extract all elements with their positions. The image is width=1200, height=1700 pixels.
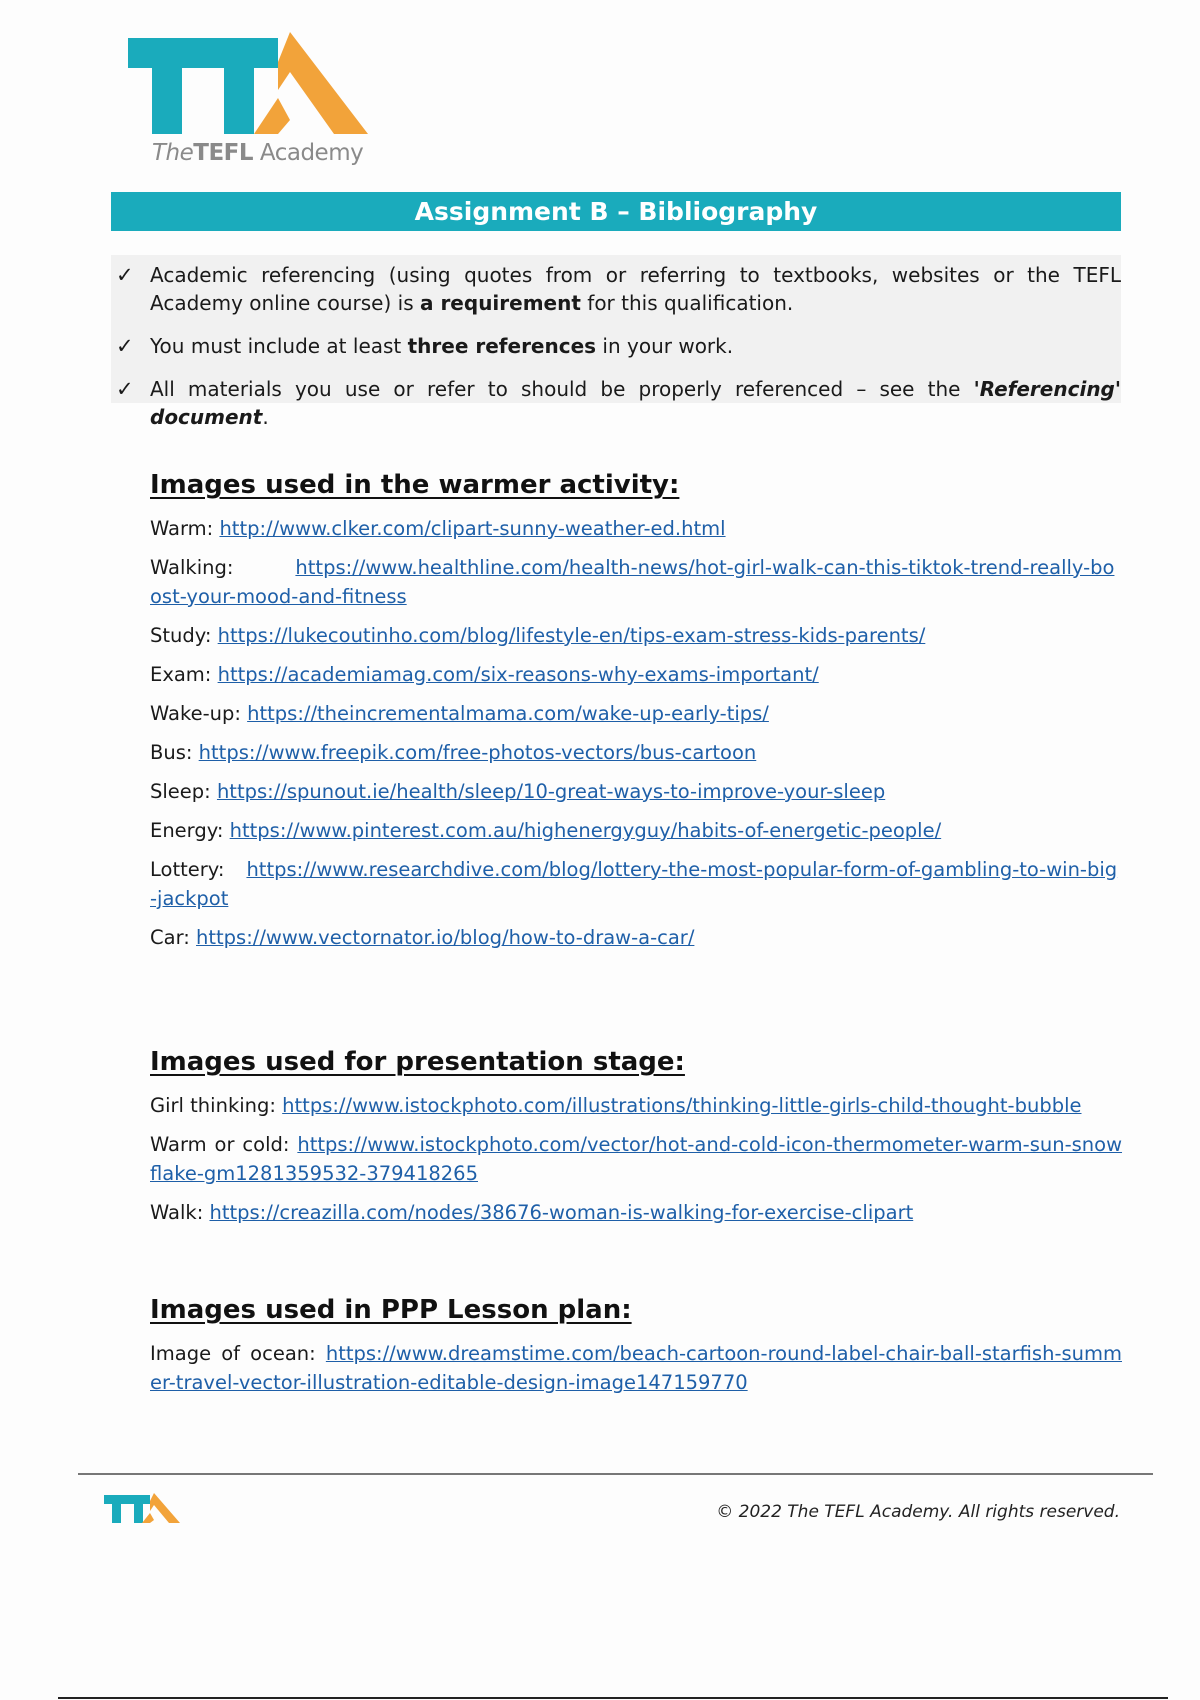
reference-warm: Warm: http://www.clker.com/clipart-sunny-weather-ed.html <box>150 517 726 540</box>
reference-link[interactable]: https://www.researchdive.com/blog/lottery-the-most-popular-form-of-gambling-to-win-big-jackpot <box>150 858 1118 910</box>
logo-the: The <box>152 140 194 166</box>
reference-exam: Exam: https://academiamag.com/six-reasons-why-exams-important/ <box>150 663 819 686</box>
section-heading: Images used in the warmer activity: <box>150 470 680 500</box>
reference-study: Study: https://lukecoutinho.com/blog/lifestyle-en/tips-exam-stress-kids-parents/ <box>150 624 926 647</box>
requirement-item: ✓ All materials you use or refer to should be properly referenced – see the 'Referencing' document. <box>116 377 1121 429</box>
requirement-item: ✓ You must include at least three references in your work. <box>116 334 734 358</box>
reference-link[interactable]: https://www.istockphoto.com/vector/hot-and-cold-icon-thermometer-warm-sun-snowflake-gm1281359532-379418265 <box>150 1133 1123 1185</box>
logo-wordmark <box>152 140 363 166</box>
reference-energy: Energy: https://www.pinterest.com.au/highenergyguy/habits-of-energetic-people/ <box>150 819 942 842</box>
requirement-item: ✓ Academic referencing (using quotes from or referring to textbooks, websites or the TEFL Academy online course) is a requirement for this qualification. <box>116 263 1121 315</box>
reference-lottery: Lottery: https://www.researchdive.com/blog/lottery-the-most-popular-form-of-gambling-to-win-big-jackpot <box>150 858 1118 910</box>
footer-tta-logo <box>104 1493 184 1537</box>
logo-tefl: TEFL <box>193 140 254 166</box>
reference-sleep: Sleep: https://spunout.ie/health/sleep/10-great-ways-to-improve-your-sleep <box>150 780 886 803</box>
reference-link[interactable]: https://www.healthline.com/health-news/hot-girl-walk-can-this-tiktok-trend-really-boost-your-mood-and-fitness <box>150 556 1115 608</box>
check-icon: ✓ <box>116 334 134 358</box>
section-warmer <box>150 470 1122 962</box>
reference-car: Car: https://www.vectornator.io/blog/how-to-draw-a-car/ <box>150 926 695 949</box>
reference-link[interactable]: https://www.istockphoto.com/illustrations/thinking-little-girls-child-thought-bubble <box>282 1094 1082 1117</box>
section-presentation <box>150 1047 1122 1237</box>
reference-link[interactable]: https://creazilla.com/nodes/38676-woman-is-walking-for-exercise-clipart <box>209 1201 914 1224</box>
section-ppp-lesson <box>150 1295 1122 1407</box>
reference-link[interactable]: https://www.vectornator.io/blog/how-to-draw-a-car/ <box>196 926 695 949</box>
reference-girl-thinking: Girl thinking: https://www.istockphoto.com/illustrations/thinking-little-girls-child-thought-bubble <box>150 1094 1082 1117</box>
reference-image-of-ocean: Image of ocean: https://www.dreamstime.com/beach-cartoon-round-label-chair-ball-starfish-summer-travel-vector-illustration-editable-design-image147159770 <box>150 1342 1122 1394</box>
section-heading: Images used in PPP Lesson plan: <box>150 1295 632 1325</box>
copyright-notice: © 2022 The TEFL Academy. All rights reserved. <box>716 1502 1120 1522</box>
section-heading: Images used for presentation stage: <box>150 1047 685 1077</box>
reference-link[interactable]: https://lukecoutinho.com/blog/lifestyle-en/tips-exam-stress-kids-parents/ <box>217 624 926 647</box>
requirements-box <box>111 255 1121 429</box>
check-icon: ✓ <box>116 377 134 401</box>
check-icon: ✓ <box>116 263 134 287</box>
reference-link[interactable]: https://www.freepik.com/free-photos-vectors/bus-cartoon <box>198 741 757 764</box>
reference-walking: Walking: https://www.healthline.com/health-news/hot-girl-walk-can-this-tiktok-trend-really-boost-your-mood-and-fitness <box>150 556 1115 608</box>
reference-link[interactable]: https://www.dreamstime.com/beach-cartoon-round-label-chair-ball-starfish-summer-travel-vector-illustration-editable-design-image147159770 <box>150 1342 1122 1394</box>
reference-link[interactable]: https://www.pinterest.com.au/highenergyguy/habits-of-energetic-people/ <box>229 819 942 842</box>
reference-bus: Bus: https://www.freepik.com/free-photos-vectors/bus-cartoon <box>150 741 757 764</box>
reference-wake-up: Wake-up: https://theincrementalmama.com/wake-up-early-tips/ <box>150 702 769 725</box>
reference-link[interactable]: https://spunout.ie/health/sleep/10-great-ways-to-improve-your-sleep <box>216 780 886 803</box>
reference-link[interactable]: http://www.clker.com/clipart-sunny-weather-ed.html <box>219 517 726 540</box>
logo-academy: Academy <box>259 140 364 166</box>
reference-warm-or-cold: Warm or cold: https://www.istockphoto.com/vector/hot-and-cold-icon-thermometer-warm-sun-snowflake-gm1281359532-379418265 <box>150 1133 1123 1185</box>
page-bottom-edge <box>58 1697 1168 1699</box>
reference-link[interactable]: https://academiamag.com/six-reasons-why-exams-important/ <box>217 663 819 686</box>
reference-walk: Walk: https://creazilla.com/nodes/38676-woman-is-walking-for-exercise-clipart <box>150 1201 914 1224</box>
footer-divider <box>78 1473 1153 1475</box>
reference-link[interactable]: https://theincrementalmama.com/wake-up-early-tips/ <box>247 702 769 725</box>
assignment-banner: Assignment B – Bibliography <box>111 192 1121 231</box>
